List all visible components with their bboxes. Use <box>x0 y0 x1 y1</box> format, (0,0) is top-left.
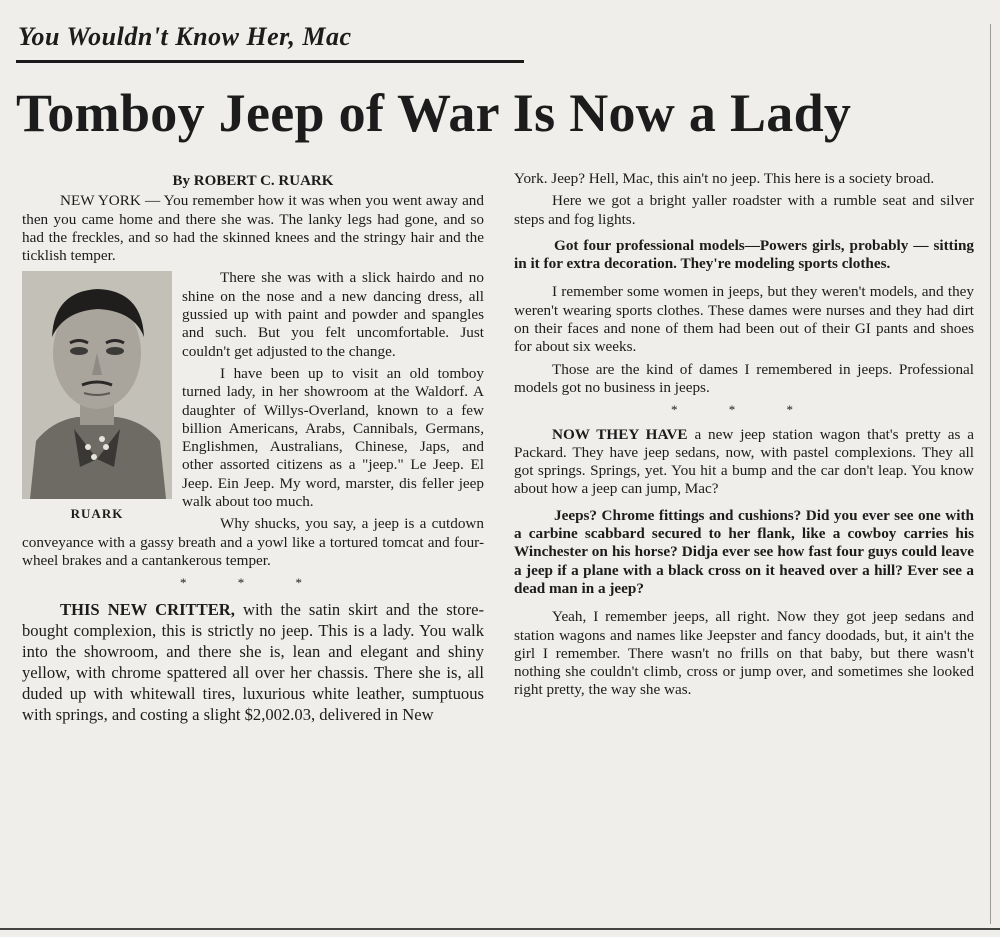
paragraph: Got four professional models—Powers girls, probably — sitting in it for extra decoration. They're modeling sports clothes. <box>514 236 974 273</box>
section-break: * * * <box>671 402 817 418</box>
byline: By ROBERT C. RUARK <box>172 173 334 189</box>
section-text: a new jeep station wagon that's pretty as a Packard. They have jeep sedans, now, with pastel complexions. They all got springs. Springs, yet. You hit a bump and the car don't leap. You know about how a jeep can jump, Mac? <box>514 425 974 498</box>
column-rule <box>990 24 991 924</box>
left-column <box>22 170 484 729</box>
portrait-image <box>22 271 172 499</box>
kicker: You Wouldn't Know Her, Mac <box>18 22 352 51</box>
paragraph <box>514 426 974 499</box>
paragraph: Those are the kind of dames I remembered in jeeps. Professional models got no business in jeeps. <box>514 360 974 396</box>
paragraph: I remember some women in jeeps, but they weren't models, and they weren't wearing sports clothes. These dames were nurses and they had dirt on their faces and none of them had been out of their GI pants and shoes for about six weeks. <box>514 283 974 356</box>
photo-caption: RUARK <box>70 506 124 522</box>
paragraph: Why shucks, you say, a jeep is a cutdown conveyance with a gassy breath and a yowl like a tortured tomcat and four-wheel brakes and a cantankerous temper. <box>22 515 484 569</box>
author-photo <box>22 271 172 523</box>
paragraph: York. Jeep? Hell, Mac, this ain't no jeep. This here is a society broad. <box>514 170 935 187</box>
section-lead: THIS NEW CRITTER, <box>60 599 235 619</box>
section-break: * * * <box>180 575 326 591</box>
bold-callout <box>514 507 974 598</box>
right-column <box>514 170 974 704</box>
section-text: with the satin skirt and the store-bought complexion, this is strictly no jeep. This is a lady. You walk into the showroom, and there she is, lean and elegant and shiny yellow, with chrome spattered all over her chassis. There she is, all duded up with whitewall tires, luxurious white leather, sumptuous with springs, and costing a slight $2,002.03, delivered in New <box>22 599 484 724</box>
paragraph: I have been up to visit an old tomboy turned lady, in her showroom at the Waldorf. A daughter of Willys-Overland, known to a few billion Americans, Arabs, Cannibals, Germans, Englishmen, Australians, Chinese, Japs, and other assorted citizens as a "jeep." Le Jeep. El Jeep. Ein Jeep. My word, marster, dis feller jeep walk about too much. <box>182 364 484 511</box>
headline: Tomboy Jeep of War Is Now a Lady <box>16 83 852 143</box>
paragraph: NEW YORK — You remember how it was when you went away and then you came home and there she was. The lanky legs had gone, and so had the freckles, and so had the skinned knees and the stringy hair and the ticklish temper. <box>22 192 484 265</box>
paragraph: Yeah, I remember jeeps, all right. Now they got jeep sedans and station wagons and names like Jeepster and fancy doodads, but, it ain't the girl I remember. There wasn't no frills on that baby, but there wasn't nothing she couldn't climb, cross or jump over, and sometimes she looked right pretty, the way she was. <box>514 608 974 699</box>
section-lead: NOW THEY HAVE <box>552 425 688 443</box>
kicker-rule <box>16 60 524 63</box>
paragraph <box>22 599 484 725</box>
paragraph: Here we got a bright yaller roadster with a rumble seat and silver steps and fog lights. <box>514 192 974 228</box>
bottom-rule <box>0 928 1000 930</box>
paragraph: Jeeps? Chrome fittings and cushions? Did you ever see one with a carbine scabbard secured to her flank, like a cowboy carries his Winchester on his horse? Didja ever see how fast four guys could leave a jeep if a plane with a black cross on it heaved over a hill? Ever see a dead man in a jeep? <box>514 506 974 597</box>
paragraph: There she was with a slick hairdo and no shine on the nose and a new dancing dress, all gussied up with paint and powder and spangles and such. But you felt uncomfortable. Just couldn't get adjusted to the change. <box>182 269 484 360</box>
bold-callout <box>514 237 974 274</box>
